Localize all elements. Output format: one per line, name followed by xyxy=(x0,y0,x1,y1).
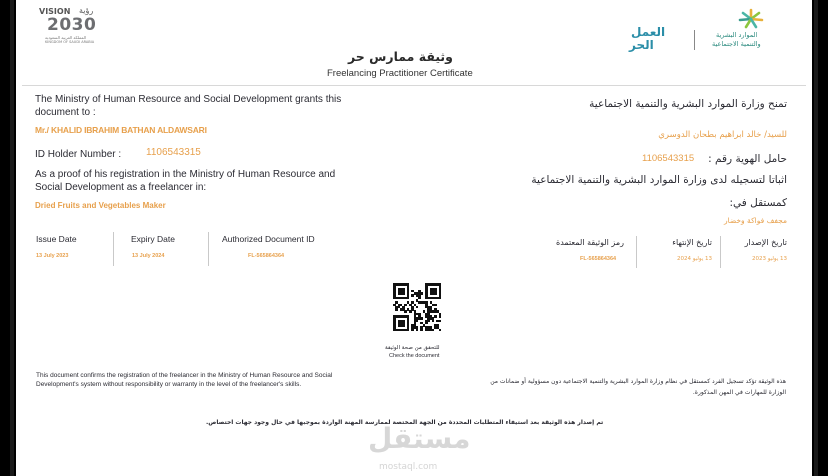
qr-module xyxy=(439,315,442,318)
qr-module xyxy=(420,329,423,332)
qr-module xyxy=(404,304,407,307)
arabic-issue-label: تاريخ الإصدار xyxy=(744,238,787,247)
arabic-date-divider-1 xyxy=(720,236,721,268)
arabic-expiry-value: 13 يوليو 2024 xyxy=(676,256,712,262)
arabic-holder-name: للسيد/ خالد ابراهيم بطحان الدوسري xyxy=(658,130,787,140)
vision-ar: رؤية xyxy=(79,6,94,15)
qr-module xyxy=(432,329,435,332)
qr-module xyxy=(439,297,442,300)
vision-2030-logo xyxy=(39,6,109,46)
title-english: Freelancing Practitioner Certificate xyxy=(327,68,473,79)
right-window-edge xyxy=(814,0,818,476)
ministry-logo-line1: الموارد البشرية xyxy=(716,31,758,39)
qr-module xyxy=(402,292,405,295)
english-grants-text: The Ministry of Human Resource and Social Development grants this document to : xyxy=(35,94,342,118)
qr-label-arabic: للتحقق من صحة الوثيقة xyxy=(385,345,440,351)
qr-module xyxy=(434,292,437,295)
arabic-activity: مجفف فواكة وخضار xyxy=(724,216,787,225)
qr-code[interactable] xyxy=(393,283,441,331)
qr-module xyxy=(434,304,437,307)
qr-module xyxy=(404,310,407,313)
qr-module xyxy=(432,320,435,323)
qr-module xyxy=(420,292,423,295)
english-expiry-label: Expiry Date xyxy=(131,234,175,244)
vision-sub-ar: المملكة العربية السعودية xyxy=(45,35,87,40)
english-id-value: 1106543315 xyxy=(146,147,201,158)
arabic-grants-text: تمنح وزارة الموارد البشرية والتنمية الاجتماعية xyxy=(589,98,787,110)
english-auth-value: FL-565864364 xyxy=(248,253,285,259)
vision-label: VISION xyxy=(39,7,71,16)
qr-module xyxy=(411,294,414,297)
qr-module xyxy=(416,306,419,309)
qr-module xyxy=(420,317,423,320)
vision-sub-en: KINGDOM OF SAUDI ARABIA xyxy=(45,40,95,44)
title-arabic: وثيقة ممارس حر xyxy=(348,49,453,64)
qr-label-english: Check the document xyxy=(389,353,440,359)
arabic-as-freelancer: كمستقل في: xyxy=(729,197,787,209)
english-expiry-value: 13 July 2024 xyxy=(132,253,165,259)
english-activity: Dried Fruits and Vegetables Maker xyxy=(35,201,166,210)
english-holder-name: Mr./ KHALID IBRAHIM BATHAN ALDAWSARI xyxy=(35,125,207,135)
qr-module xyxy=(418,297,421,300)
freelance-logo-line1: العمل xyxy=(631,25,666,39)
freelance-logo xyxy=(623,25,689,55)
vision-year: 2030 xyxy=(47,15,97,35)
english-date-divider-1 xyxy=(113,232,114,266)
arabic-id-label: حامل الهوية رقم : xyxy=(708,153,787,165)
english-issue-label: Issue Date xyxy=(36,234,77,244)
qr-module xyxy=(439,329,442,332)
arabic-date-divider-2 xyxy=(636,236,637,268)
qr-module xyxy=(407,297,410,300)
english-date-divider-2 xyxy=(208,232,209,266)
english-auth-label: Authorized Document ID xyxy=(222,234,315,244)
qr-module xyxy=(427,320,430,323)
palm-icon xyxy=(738,8,764,30)
arabic-issue-value: 13 يوليو 2023 xyxy=(751,256,787,262)
watermark-mostaql-arabic: مستقل xyxy=(368,422,471,455)
english-proof-text: As a proof of his registration in the Ministry of Human Resource and Social Development as a freelancer in: xyxy=(35,169,336,193)
ministry-logo xyxy=(706,8,774,48)
qr-module xyxy=(409,310,412,313)
freelance-logo-line2: الحر xyxy=(629,38,654,52)
english-issue-value: 13 July 2023 xyxy=(36,253,69,259)
english-disclaimer: This document confirms the registration of the freelancer in the Ministry of Human Resource and Social Development's system without responsibility or warranty in the level of the freelancer's skills. xyxy=(36,372,333,388)
arabic-expiry-label: تاريخ الإنتهاء xyxy=(672,238,712,247)
qr-module xyxy=(416,329,419,332)
arabic-footer-note: تم إصدار هذه الوثيقة بعد استيفاء المتطلبات المحددة من الجهة المختصة لممارسة المهنة الواردة بموجبها في حال وجود جهات اختصاص. xyxy=(206,419,604,426)
arabic-disclaimer-line1: هذه الوثيقة تؤكد تسجيل الفرد كمستقل في نظام وزارة الموارد البشرية والتنمية الاجتماعية دون مسؤولية أو ضمانات من xyxy=(490,378,786,385)
watermark-mostaql-url: mostaql.com xyxy=(379,462,438,472)
arabic-disclaimer-line2: الوزارة للمهارات في المهن المذكورة. xyxy=(692,389,786,396)
ministry-logo-line2: والتنمية الاجتماعية xyxy=(712,40,761,48)
qr-module xyxy=(402,324,405,327)
qr-module xyxy=(416,320,419,323)
qr-module xyxy=(411,329,414,332)
qr-module xyxy=(434,315,437,318)
left-window-edge xyxy=(10,0,14,476)
english-id-label: ID Holder Number : xyxy=(35,149,122,160)
qr-module xyxy=(425,322,428,325)
certificate-document xyxy=(16,0,812,476)
qr-module xyxy=(407,329,410,332)
arabic-id-value: 1106543315 xyxy=(642,153,695,164)
qr-module xyxy=(395,308,398,311)
arabic-auth-value: FL-565864364 xyxy=(580,256,617,262)
header-divider xyxy=(22,85,806,86)
qr-module xyxy=(439,320,442,323)
logo-divider xyxy=(694,30,695,50)
arabic-auth-label: رمز الوثيقة المعتمدة xyxy=(556,238,624,247)
arabic-proof-text: اثباتا لتسجيله لدى وزارة الموارد البشرية والتنمية الاجتماعية xyxy=(531,174,787,186)
